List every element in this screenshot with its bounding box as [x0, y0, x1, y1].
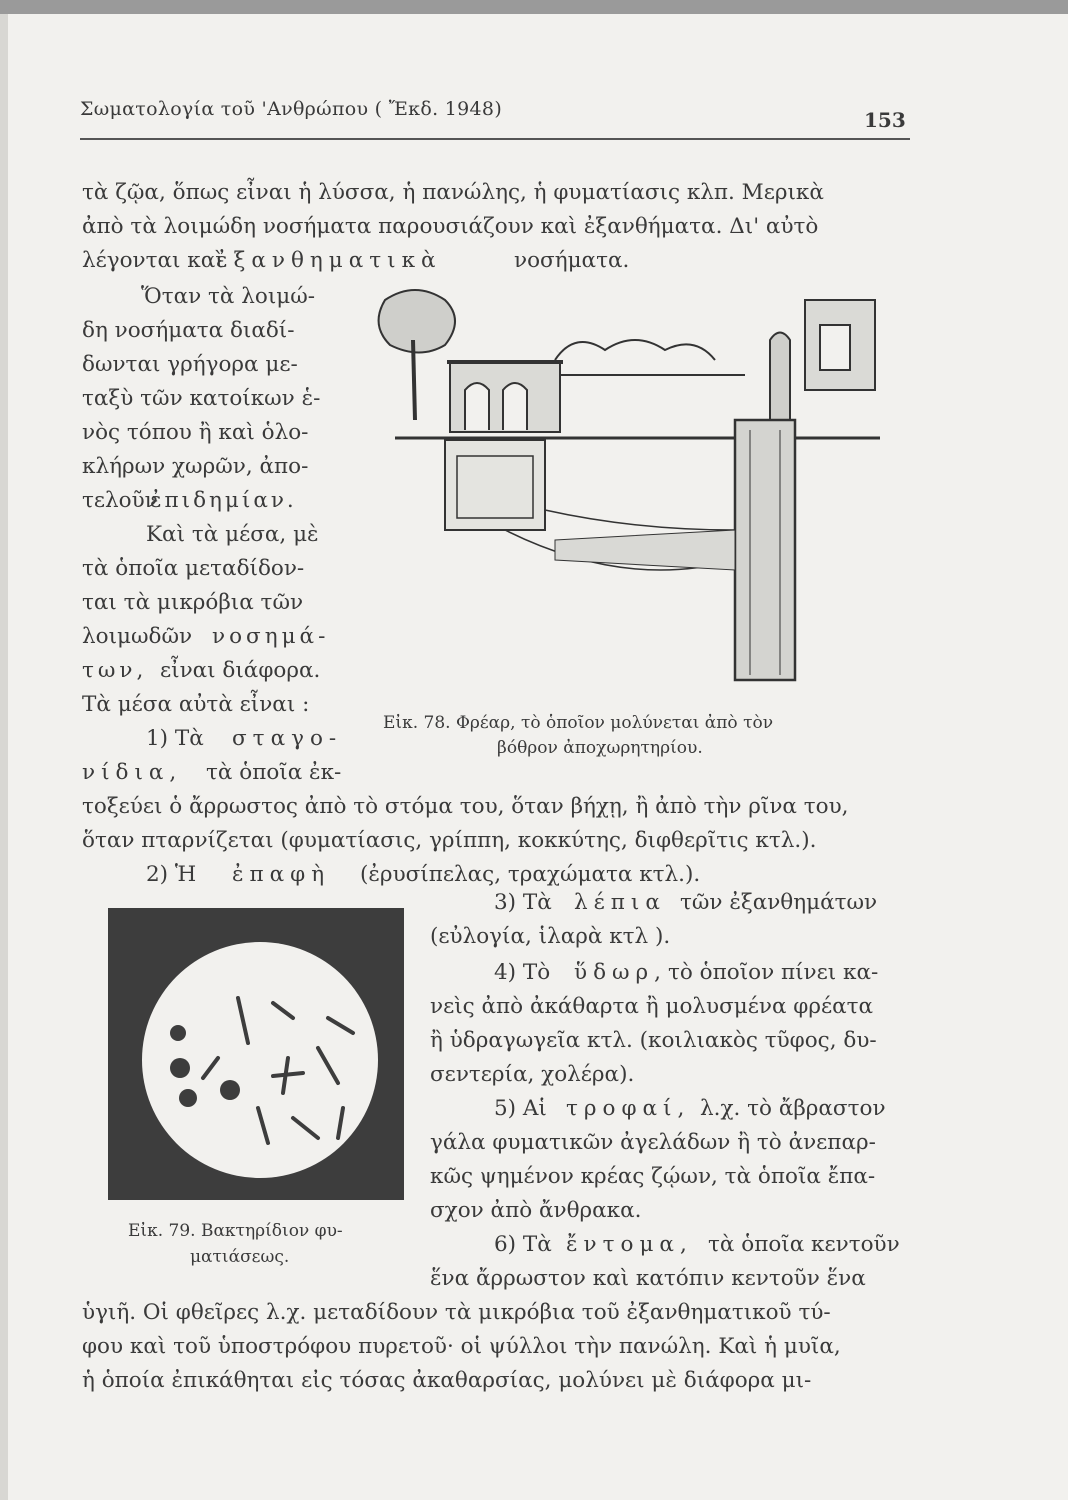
scan-left-edge: [0, 14, 8, 1500]
figure-78-caption: βόθρον ἀποχωρητηρίου.: [497, 738, 703, 758]
text-line: σεντερία, χολέρα).: [430, 1062, 635, 1087]
text-line: τὰ ζῷα, ὅπως εἶναι ἡ λύσσα, ἡ πανώλης, ἡ φυματίασις κλπ. Μερικὰ: [82, 180, 824, 205]
text-line: 3) Τὰ: [494, 890, 552, 915]
header-rule: [80, 138, 910, 140]
text-line: 6) Τὰ: [494, 1232, 552, 1257]
text-line: λέγονται καὶ: [82, 248, 224, 273]
text-line: τὰ ὁποῖα ἐκ-: [206, 760, 342, 785]
running-title: Σωματολογία τοῦ 'Ανθρώπου ( Ἔκδ. 1948): [80, 98, 503, 120]
figure-79-caption: Εἰκ. 79. Βακτηρίδιον φυ-: [128, 1221, 343, 1241]
text-line: ἕνα ἄρρωστον καὶ κατόπιν κεντοῦν ἕνα: [430, 1266, 866, 1291]
text-line: τὰ ὁποῖα μεταδίδον-: [82, 556, 305, 581]
text-line: 4) Τὸ: [494, 960, 551, 985]
spaced-term: ἔντομα,: [566, 1232, 693, 1257]
text-line: κλήρων χωρῶν, ἀπο-: [82, 454, 309, 479]
text-line: γάλα φυματικῶν ἀγελάδων ἢ τὸ ἀνεπαρ-: [430, 1130, 876, 1155]
spaced-term: λέπια: [574, 890, 666, 915]
spaced-term: ἐπαφὴ: [232, 862, 331, 887]
figure-79-caption: ματιάσεως.: [190, 1247, 290, 1267]
text-line: τῶν ἐξανθημάτων: [680, 890, 878, 915]
text-line: κῶς ψημένον κρέας ζῴων, τὰ ὁποῖα ἔπα-: [430, 1164, 876, 1189]
page-number: 153: [864, 108, 906, 132]
text-line: 2) Ἡ: [146, 862, 197, 887]
text-line: τελοῦν: [82, 488, 158, 513]
text-line: 1) Τὰ: [146, 726, 204, 751]
text-line: Ὅταν τὰ λοιμώ-: [141, 284, 316, 309]
text-line: σχον ἀπὸ ἄνθρακα.: [430, 1198, 642, 1223]
text-line: νοσήματα.: [514, 248, 630, 273]
text-line: νὸς τόπου ἢ καὶ ὁλο-: [82, 420, 309, 445]
text-line: ἢ ὑδραγωγεῖα κτλ. (κοιλιακὸς τῦφος, δυ-: [430, 1028, 877, 1053]
spaced-term: ἐξανθηματικὰ: [216, 248, 442, 273]
text-line: 5) Αἱ: [494, 1096, 547, 1121]
text-line: τοξεύει ὁ ἄρρωστος ἀπὸ τὸ στόμα του, ὅταν βήχῃ, ἢ ἀπὸ τὴν ρῖνα του,: [82, 794, 849, 819]
figure-78-caption: Εἰκ. 78. Φρέαρ, τὸ ὁποῖον μολύνεται ἀπὸ τὸν: [383, 713, 774, 733]
spaced-term: ὕδωρ,: [574, 960, 668, 985]
text-line: ὑγιῆ. Οἱ φθεῖρες λ.χ. μεταδίδουν τὰ μικρόβια τοῦ ἐξανθηματικοῦ τύ-: [82, 1300, 831, 1325]
scan-top-edge: [0, 0, 1068, 14]
text-line: νεὶς ἀπὸ ἀκάθαρτα ἢ μολυσμένα φρέατα: [430, 994, 874, 1019]
tuberculosis-bacillus-micrograph: [108, 908, 404, 1200]
text-line: λ.χ. τὸ ἄβραστον: [700, 1096, 886, 1121]
text-line: τὸ ὁποῖον πίνει κα-: [668, 960, 879, 985]
spaced-term: των,: [82, 658, 148, 683]
text-line: (ἐρυσίπελας, τραχώματα κτλ.).: [360, 862, 701, 887]
spaced-term: νίδια,: [82, 760, 183, 785]
text-line: ται τὰ μικρόβια τῶν: [82, 590, 304, 615]
spaced-term: τροφαί,: [566, 1096, 691, 1121]
text-line: φου καὶ τοῦ ὑποστρόφου πυρετοῦ· οἱ ψύλλοι τὴν πανώλη. Καὶ ἡ μυῖα,: [82, 1334, 841, 1359]
spaced-term: ἐπιδημίαν.: [150, 488, 297, 513]
text-line: ἡ ὁποία ἐπικάθηται εἰς τόσας ἀκαθαρσίας, μολύνει μὲ διάφορα μι-: [82, 1368, 812, 1393]
text-line: ταξὺ τῶν κατοίκων ἑ-: [82, 386, 321, 411]
well-cesspool-illustration: [355, 280, 885, 700]
spaced-term: σταγο-: [232, 726, 343, 751]
text-line: Τὰ μέσα αὐτὰ εἶναι :: [82, 692, 310, 717]
spaced-term: νοσημά-: [212, 624, 330, 649]
text-line: εἶναι διάφορα.: [160, 658, 321, 683]
text-line: λοιμωδῶν: [82, 624, 193, 649]
text-line: (εὐλογία, ἱλαρὰ κτλ ).: [430, 924, 671, 949]
text-line: δη νοσήματα διαδί-: [82, 318, 295, 343]
text-line: τὰ ὁποῖα κεντοῦν: [708, 1232, 900, 1257]
text-line: Καὶ τὰ μέσα, μὲ: [146, 522, 319, 547]
text-line: ἀπὸ τὰ λοιμώδη νοσήματα παρουσιάζουν καὶ ἐξανθήματα. Δι' αὐτὸ: [82, 214, 819, 239]
text-line: δωνται γρήγορα με-: [82, 352, 298, 377]
text-line: ὅταν πταρνίζεται (φυματίασις, γρίππη, κοκκύτης, διφθερῖτις κτλ.).: [82, 828, 817, 853]
